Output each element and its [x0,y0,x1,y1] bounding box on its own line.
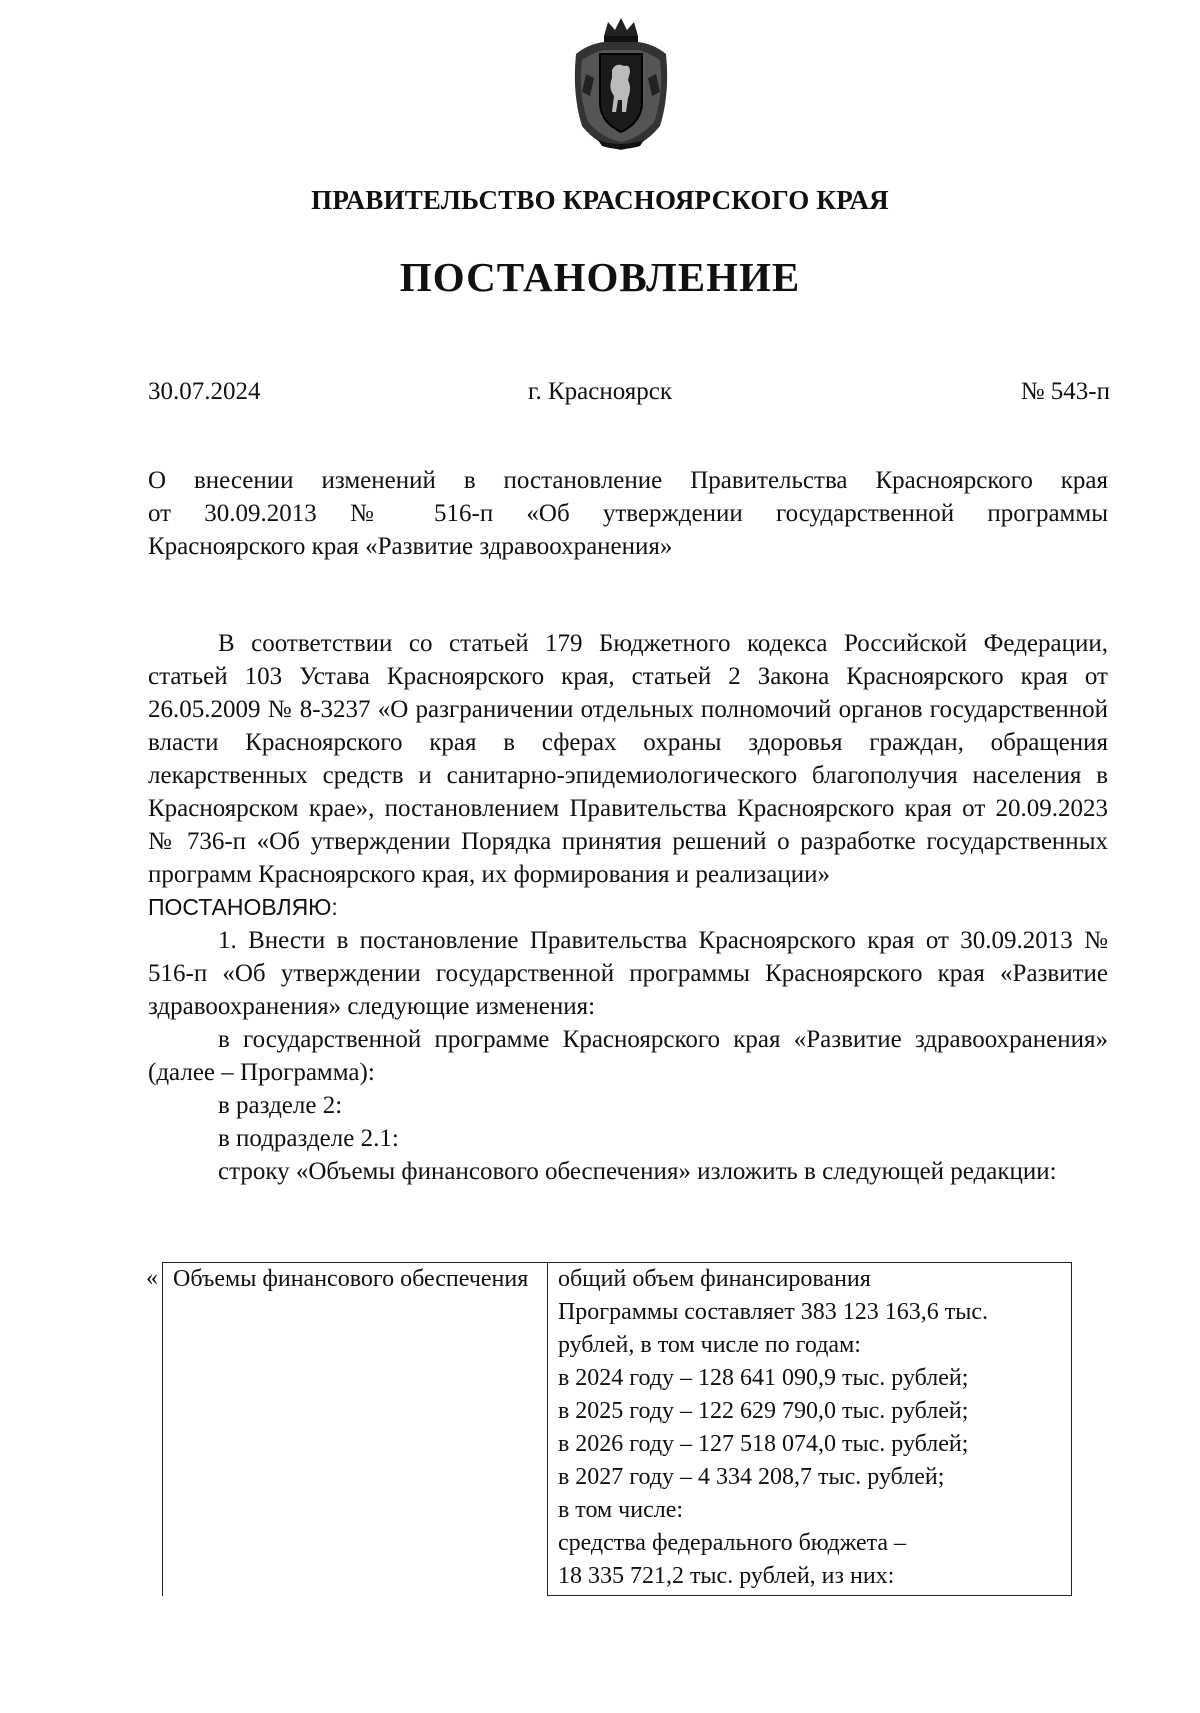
value-line: средства федерального бюджета – [557,1530,907,1556]
document-number: № 543-п [1020,378,1110,405]
table-cell-label: Объемы финансового обеспечения [163,1263,548,1596]
section-paragraph: в разделе 2: [218,1092,343,1119]
preamble-paragraph: В соответствии со статьей 179 Бюджетного кодекса Российской Федерации, статьей 103 Устава Красноярского края, статьей 2 Закона Красноярского края от 26.05.2009 № 8-3237 «О разграничении отдельных полномочий органов государственной власти Красноярского края в сферах охраны здоровья граждан, обращения лекарственных средств и санитарно-эпидемиологического благополучия населения в Красноярском крае», постановлением Правительства Красноярского края от 20.09.2023 № 736-п «Об утверждении Порядка принятия решений о разработке государственных программ Красноярского края, их формирования и реализации» [148,630,1108,888]
value-line: в том числе: [557,1497,684,1523]
resolve-statement: ПОСТАНОВЛЯЮ: [148,894,338,920]
subsection-paragraph: в подразделе 2.1: [218,1125,399,1152]
table-open-quote: « [146,1265,158,1291]
organization-title: ПРАВИТЕЛЬСТВО КРАСНОЯРСКОГО КРАЯ [311,185,889,215]
document-body [148,627,1108,1188]
document-subject [148,464,1108,563]
value-line: 18 335 721,2 тыс. рублей, из них: [557,1563,895,1589]
document-date: 30.07.2024 [148,378,261,405]
value-line: рублей, в том числе по годам: [557,1332,861,1358]
subject-line: Красноярского края «Развитие здравоохранения» [148,533,673,560]
row-edit-paragraph: строку «Объемы финансового обеспечения» изложить в следующей редакции: [218,1158,1057,1185]
value-line: в 2027 году – 4 334 208,7 тыс. рублей; [557,1464,945,1490]
financing-table [162,1262,1072,1596]
subject-line: от 30.09.2013 № 516-п «Об утверждении государственной программы [148,500,1108,527]
value-line: в 2024 году – 128 641 090,9 тыс. рублей; [557,1365,969,1391]
value-line: общий объем финансирования [557,1266,871,1292]
coat-of-arms-icon [568,14,674,152]
program-paragraph: в государственной программе Красноярского края «Развитие здравоохранения» (далее – Программа): [148,1026,1108,1086]
table-cell-value [547,1263,1071,1596]
document-type-heading: ПОСТАНОВЛЕНИЕ [399,254,801,300]
value-line: в 2025 году – 122 629 790,0 тыс. рублей; [557,1398,969,1424]
item-1-paragraph: 1. Внести в постановление Правительства Красноярского края от 30.09.2013 № 516-п «Об утверждении государственной программы Красноярского края «Развитие здравоохранения» следующие изменения: [148,927,1108,1020]
document-city: г. Красноярск [528,378,672,405]
value-line: в 2026 году – 127 518 074,0 тыс. рублей; [557,1431,969,1457]
value-line: Программы составляет 383 123 163,6 тыс. [557,1299,989,1325]
subject-line: О внесении изменений в постановление Правительства Красноярского края [148,467,1108,494]
table-row [163,1263,1072,1596]
